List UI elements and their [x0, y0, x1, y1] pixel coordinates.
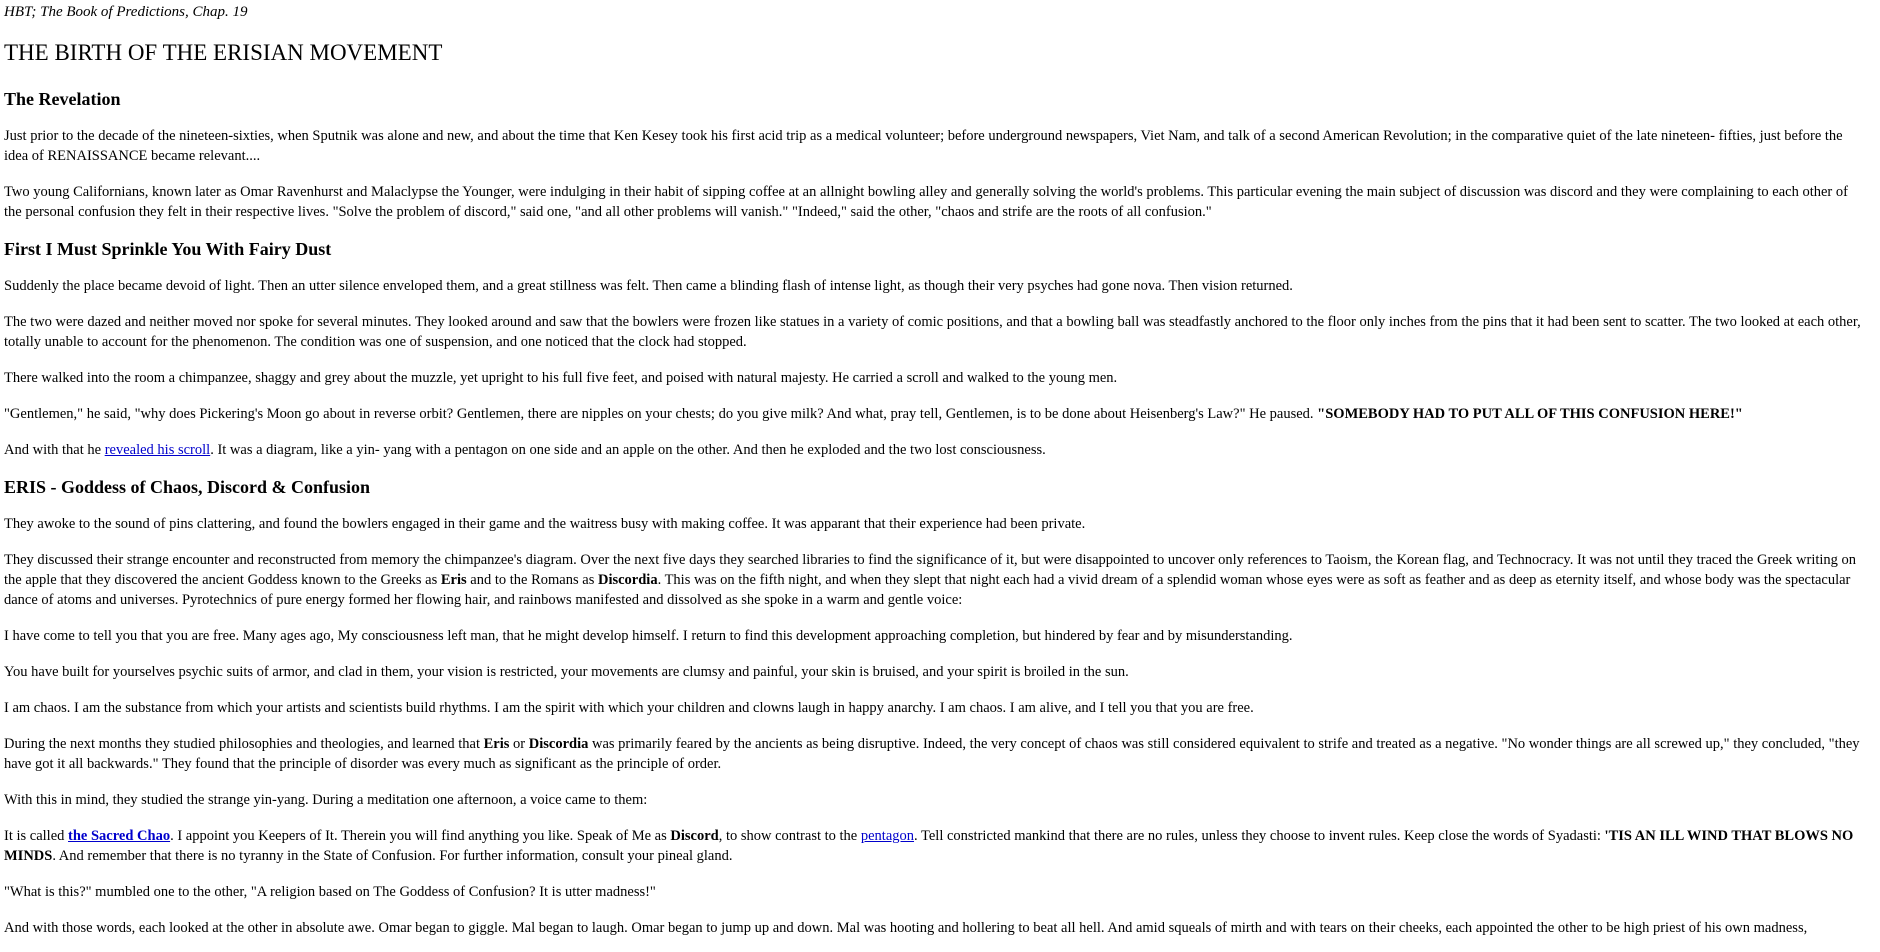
sacred-chao-link[interactable]: the Sacred Chao — [68, 828, 171, 844]
text-span: . It was a diagram, like a yin- yang with a pentagon on one side and an apple on the other. And then he exploded and the two lost consciousness. — [210, 442, 1046, 458]
pentagon-link[interactable]: pentagon — [860, 828, 915, 844]
text-span: During the next months they studied philosophies and theologies, and learned that — [4, 736, 484, 752]
text-span: They discussed their strange encounter and reconstructed from memory the chimpanzee's diagram. Over the next five days they searched libraries to find the significance of it, but were disappointed to uncover only references to Taoism, the Korean flag, and Technocracy. It was not until they traced the Greek writing on the apple that they discovered the ancient Goddess known to the Greeks as — [4, 552, 1857, 588]
paragraph: You have built for yourselves psychic suits of armor, and clad in them, your vision is restricted, your movements are clumsy and painful, your skin is bruised, and your spirit is broiled in the sun. — [4, 664, 1129, 680]
paragraph: I have come to tell you that you are free. Many ages ago, My consciousness left man, that he might develop himself. I return to find this development approaching completion, but hindered by fear and by misunderstanding. — [4, 628, 1293, 644]
paragraph: Two young Californians, known later as Omar Ravenhurst and Malaclypse the Younger, were indulging in their habit of sipping coffee at an allnight bowling alley and generally solving the world's problems. This particular evening the main subject of discussion was discord and they were complaining to each other of the personal confusion they felt in their respective lives. "Solve the problem of discord," said one, "and all other problems will vanish." "Indeed," said the other, "chaos and strife are the roots of all confusion." — [4, 184, 1848, 220]
text-span: "Gentlemen," he said, "why does Pickering's Moon go about in reverse orbit? Gentlemen, there are nipples on your chests; do you give milk? And what, pray tell, Gentlemen, is to be done about Heisenberg's Law?" He paused. — [4, 406, 1318, 422]
text-span: And with that he — [4, 442, 105, 458]
paragraph: I am chaos. I am the substance from which your artists and scientists build rhythms. I am the spirit with which your children and clowns laugh in happy anarchy. I am chaos. I am alive, and I tell you that you are free. — [4, 700, 1254, 716]
bold-text: Discord — [670, 828, 719, 844]
heading-fairy-dust: First I Must Sprinkle You With Fairy Dust — [4, 239, 332, 259]
heading-revelation: The Revelation — [4, 89, 121, 109]
text-span: was primarily feared by the ancients as being disruptive. Indeed, the very concept of chaos was still considered equivalent to strife and treated as a negative. "No wonder things are all screwed up," they concluded, "they have got it all backwards." They found that the principle of disorder was every much as significant as the principle of order. — [4, 736, 1860, 772]
paragraph — [4, 826, 1866, 866]
paragraph: And with those words, each looked at the other in absolute awe. Omar began to giggle. Mal began to laugh. Omar began to jump up and down. Mal was hooting and hollering to beat all hell. And amid squeals of mirth and with tears on their cheeks, each appointed the other to be high priest of his own madness, — [4, 920, 1808, 936]
text-span: , to show contrast to the — [718, 828, 861, 844]
bold-text: Eris — [440, 572, 467, 588]
bold-text: "SOMEBODY HAD TO PUT ALL OF THIS CONFUSION HERE!" — [1317, 406, 1743, 422]
revealed-scroll-link[interactable]: revealed his scroll — [104, 442, 211, 458]
text-span: and to the Romans as — [466, 572, 598, 588]
bold-text: 'TIS AN ILL WIND THAT BLOWS NO MINDS — [4, 828, 1854, 864]
text-span: . This was on the fifth night, and when they slept that night each had a vivid dream of a splendid woman whose eyes were as soft as feather and as deep as eternity itself, and whose body was the spectacular dance of atoms and universes. Pyrotechnics of pure energy formed her flowing hair, and rainbows manifested and dissolved as she spoke in a warm and gentle voice: — [4, 572, 1851, 608]
paragraph: Just prior to the decade of the nineteen-sixties, when Sputnik was alone and new, and about the time that Ken Kesey took his first acid trip as a medical volunteer; before underground newspapers, Viet Nam, and talk of a second American Revolution; in the comparative quiet of the late nineteen- fifties, just before the idea of RENAISSANCE became relevant.... — [4, 128, 1843, 164]
paragraph — [4, 440, 1866, 460]
page-title: THE BIRTH OF THE ERISIAN MOVEMENT — [4, 40, 443, 65]
paragraph: Suddenly the place became devoid of light. Then an utter silence enveloped them, and a great stillness was felt. Then came a blinding flash of intense light, as though their very psyches had gone nova. Then vision returned. — [4, 278, 1293, 294]
paragraph — [4, 734, 1866, 774]
paragraph: With this in mind, they studied the strange yin-yang. During a meditation one afternoon, a voice came to them: — [4, 792, 648, 808]
text-span: or — [509, 736, 529, 752]
paragraph: They awoke to the sound of pins clattering, and found the bowlers engaged in their game and the waitress busy with making coffee. It was apparant that their experience had been private. — [4, 516, 1086, 532]
text-span: . And remember that there is no tyranny in the State of Confusion. For further information, consult your pineal gland. — [52, 848, 733, 864]
text-span: . Tell constricted mankind that there are no rules, unless they choose to invent rules. Keep close the words of Syadasti: — [914, 828, 1605, 844]
text-span: It is called — [4, 828, 69, 844]
paragraph: There walked into the room a chimpanzee, shaggy and grey about the muzzle, yet upright to his full five feet, and poised with natural majesty. He carried a scroll and walked to the young men. — [4, 370, 1118, 386]
bold-text: Discordia — [597, 572, 658, 588]
paragraph: "What is this?" mumbled one to the other, "A religion based on The Goddess of Confusion? It is utter madness!" — [4, 884, 656, 900]
chapter-header: HBT; The Book of Predictions, Chap. 19 — [4, 4, 248, 20]
heading-eris: ERIS - Goddess of Chaos, Discord & Confusion — [4, 477, 371, 497]
paragraph — [4, 404, 1866, 424]
text-span: . I appoint you Keepers of It. Therein you will find anything you like. Speak of Me as — [170, 828, 671, 844]
bold-text: Discordia — [528, 736, 589, 752]
paragraph: The two were dazed and neither moved nor spoke for several minutes. They looked around and saw that the bowlers were frozen like statues in a variety of comic positions, and that a bowling ball was steadfastly anchored to the floor only inches from the pins that it had been sent to scatter. The two looked at each other, totally unable to account for the phenomenon. The condition was one of suspension, and one noticed that the clock had stopped. — [4, 314, 1861, 350]
paragraph — [4, 550, 1866, 610]
bold-text: Eris — [483, 736, 510, 752]
